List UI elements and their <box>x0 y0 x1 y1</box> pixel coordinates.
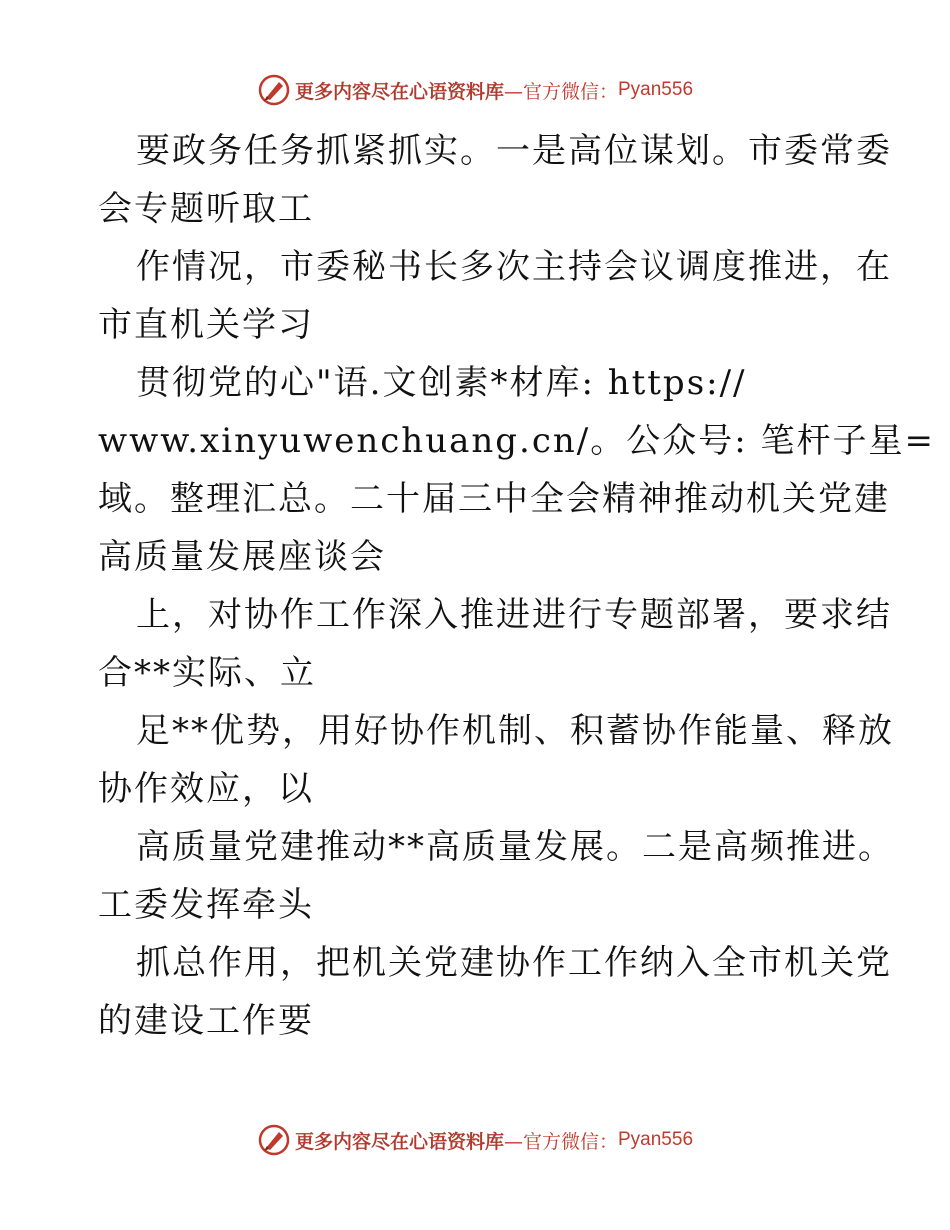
body-line: 要政务任务抓紧抓实。一是高位谋划。市委常委 <box>136 131 892 171</box>
body-line: www.xinyuwenchuang.cn/。公众号: 笔杆子星= <box>98 421 935 461</box>
body-line: 高质量发展座谈会 <box>98 537 386 577</box>
body-line: 的建设工作要 <box>98 1001 314 1041</box>
banner-wechat-id: Pyan556 <box>618 79 694 100</box>
header-banner <box>0 70 950 110</box>
banner-separator-text: —官方微信： <box>503 1130 618 1153</box>
body-line: 足**优势，用好协作机制、积蓄协作能量、释放 <box>136 711 894 751</box>
body-line: 高质量党建推动**高质量发展。二是高频推进。 <box>136 827 894 867</box>
body-line: 作情况，市委秘书长多次主持会议调度推进，在 <box>136 247 892 287</box>
body-line: 域。整理汇总。二十届三中全会精神推动机关党建 <box>98 479 890 519</box>
body-line: 工委发挥牵头 <box>98 885 314 925</box>
body-line: 上，对协作工作深入推进进行专题部署，要求结 <box>136 595 892 635</box>
banner-wechat-id: Pyan556 <box>618 1129 694 1150</box>
body-line: 抓总作用，把机关党建协作工作纳入全市机关党 <box>136 943 892 983</box>
banner-main-text: 更多内容尽在心语资料库 <box>294 1130 504 1153</box>
body-line: 贯彻党的心"语.文创素*材库: https:// <box>136 363 747 403</box>
banner-main-text: 更多内容尽在心语资料库 <box>294 80 504 103</box>
banner-separator-text: —官方微信： <box>503 80 618 103</box>
footer-banner <box>0 1120 950 1160</box>
body-line: 会专题听取工 <box>98 189 314 229</box>
body-line: 协作效应，以 <box>98 769 314 809</box>
pen-nib-logo-icon <box>257 1123 291 1157</box>
pen-nib-logo-icon <box>257 73 291 107</box>
document-body <box>98 122 935 1050</box>
body-line: 市直机关学习 <box>98 305 314 345</box>
body-line: 合**实际、立 <box>98 653 316 693</box>
